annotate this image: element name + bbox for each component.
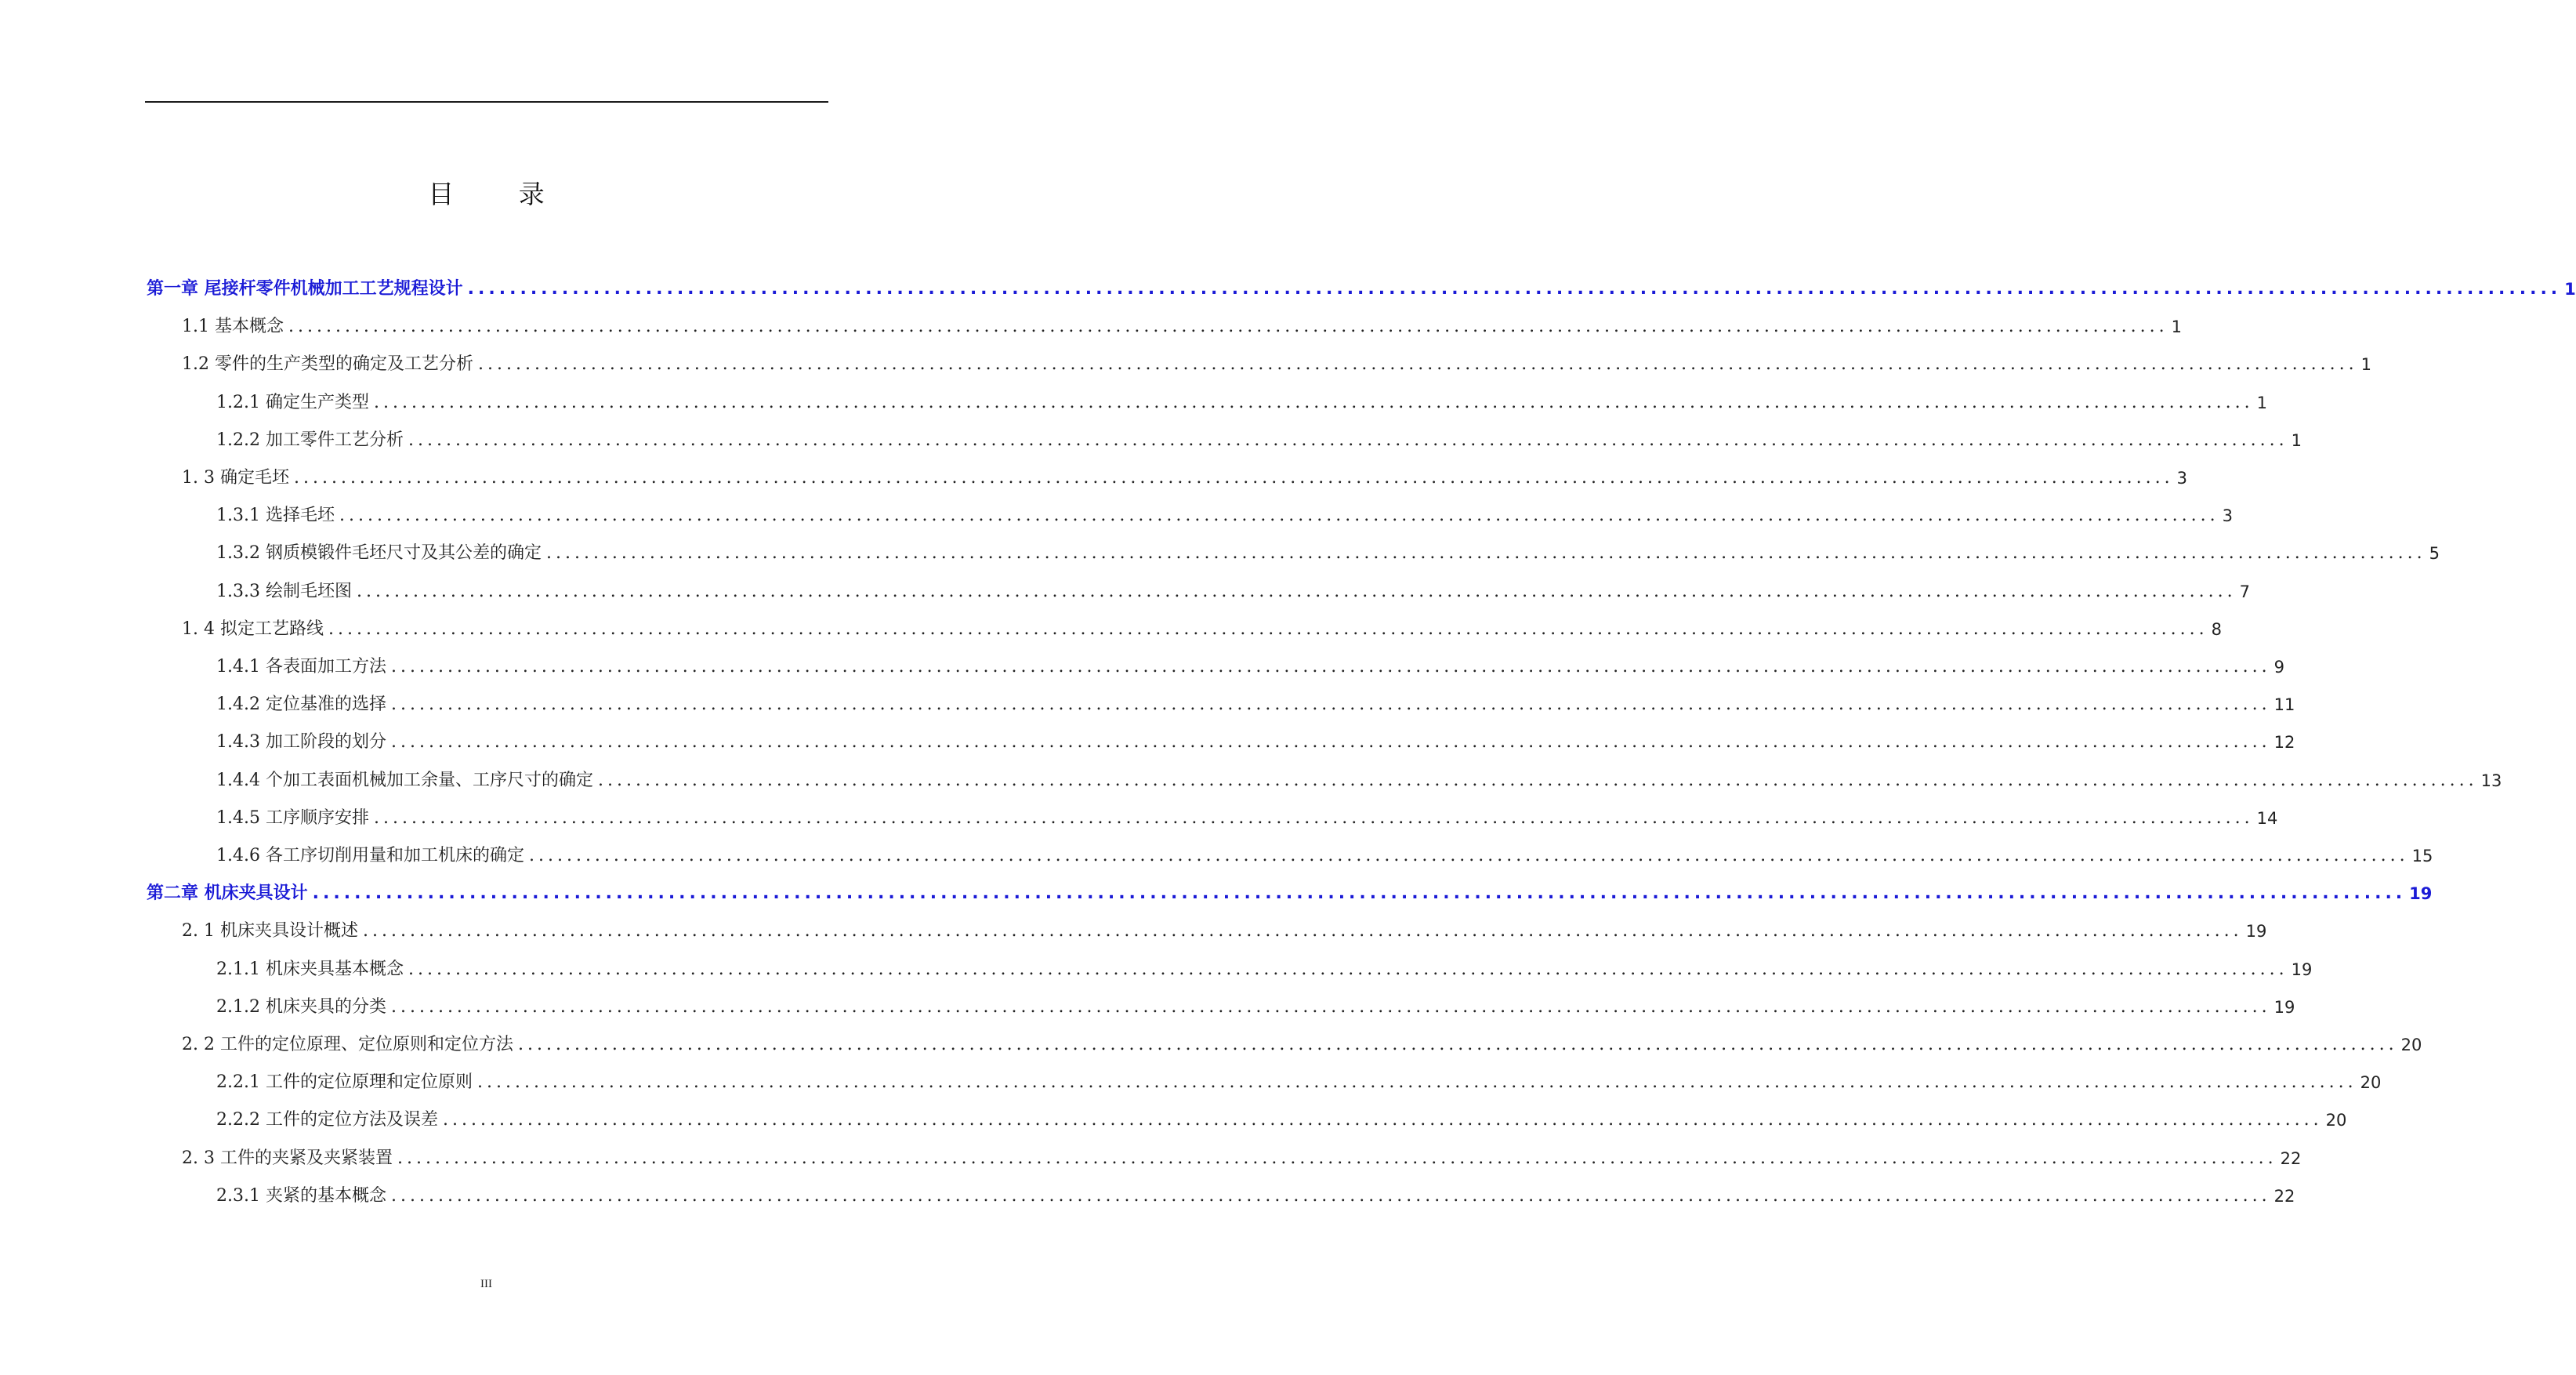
toc-dot-leader: ........................................................................................................................................................................................................	[408, 430, 2288, 450]
toc-chapter-entry[interactable]	[147, 876, 2433, 905]
toc-entry[interactable]	[216, 952, 2313, 981]
toc-entry-page: 14	[2256, 808, 2278, 828]
toc-entry-page: 20	[2400, 1036, 2422, 1054]
toc-dot-leader: ........................................................................................................................................................................................................	[339, 506, 2219, 526]
toc-entry-label: 1.3.2 钢质模锻件毛坯尺寸及其公差的确定	[216, 543, 542, 564]
toc-entry-page: 22	[2273, 1186, 2295, 1206]
toc-dot-leader: ........................................................................................................................................................................................................	[397, 1148, 2277, 1168]
toc-entry-label: 1. 3 确定毛坯	[182, 468, 289, 488]
toc-entry-label: 1.4.2 定位基准的选择	[216, 695, 386, 715]
toc-entry[interactable]	[216, 839, 2433, 867]
toc-chapter-entry[interactable]	[147, 272, 2576, 300]
toc-entry[interactable]	[182, 1028, 2422, 1056]
toc-entry-page: 19	[2273, 997, 2295, 1017]
toc-dot-leader: ........................................................................................................................................................................................................	[328, 619, 2208, 639]
page-title: 目 录	[428, 179, 573, 209]
toc-entry-page: 22	[2280, 1148, 2302, 1168]
toc-entry-label: 1.4.3 加工阶段的划分	[216, 732, 386, 753]
toc-entry[interactable]	[216, 990, 2295, 1018]
toc-entry[interactable]	[216, 764, 2502, 792]
toc-entry-label: 1.3.3 绘制毛坯图	[216, 581, 352, 601]
toc-entry-label: 1.2 零件的生产类型的确定及工艺分析	[182, 354, 473, 375]
toc-entry[interactable]	[216, 423, 2302, 452]
toc-dot-leader: ........................................................................................................................................................................................................	[373, 392, 2254, 412]
toc-entry-page: 3	[2176, 469, 2187, 488]
toc-dot-leader: ........................................................................................................................................................................................................	[362, 921, 2243, 941]
toc-entry-label: 2.1.1 机床夹具基本概念	[216, 959, 404, 979]
toc-dot-leader: ........................................................................................................................................................................................................	[390, 732, 2271, 753]
toc-entry[interactable]	[216, 801, 2278, 829]
toc-entry-page: 11	[2273, 695, 2295, 715]
toc-entry[interactable]	[216, 499, 2233, 527]
toc-entry-label: 1. 4 拟定工艺路线	[182, 619, 324, 639]
toc-dot-leader: ........................................................................................................................................................................................................	[390, 695, 2271, 715]
toc-entry-label: 1.2.2 加工零件工艺分析	[216, 430, 404, 450]
toc-dot-leader: ........................................................................................................................................................................................................	[517, 1035, 2398, 1054]
toc-dot-leader: ........................................................................................................................................................................................................	[288, 317, 2168, 337]
toc-dot-leader: ........................................................................................................................................................................................................	[356, 581, 2237, 601]
toc-dot-leader: ........................................................................................................................................................................................................	[312, 883, 2407, 904]
toc-entry-page: 20	[2360, 1073, 2382, 1093]
toc-entry[interactable]	[216, 650, 2284, 678]
toc-entry-label: 第一章 尾接杆零件机械加工工艺规程设计	[147, 279, 463, 299]
toc-entry-page: 5	[2429, 544, 2440, 564]
toc-entry-page: 12	[2273, 733, 2295, 753]
toc-entry-page: 1	[2291, 430, 2302, 450]
toc-entry-page: 1	[2256, 393, 2267, 412]
toc-entry-page: 19	[2291, 960, 2313, 979]
toc-entry[interactable]	[182, 612, 2222, 640]
toc-entry[interactable]	[182, 1141, 2302, 1170]
toc-entry-page: 9	[2273, 658, 2284, 677]
toc-dot-leader: ........................................................................................................................................................................................................	[390, 1185, 2271, 1206]
toc-entry[interactable]	[216, 536, 2440, 564]
toc-entry-label: 第二章 机床夹具设计	[147, 883, 308, 904]
toc-entry-page: 20	[2325, 1111, 2347, 1130]
toc-entry-page: 13	[2480, 771, 2502, 790]
toc-entry[interactable]	[182, 310, 2182, 338]
toc-entry-label: 2. 2 工件的定位原理、定位原则和定位方法	[182, 1035, 513, 1054]
toc-dot-leader: ........................................................................................................................................................................................................	[467, 279, 2562, 299]
toc-entry-label: 2. 1 机床夹具设计概述	[182, 921, 358, 941]
toc-dot-leader: ........................................................................................................................................................................................................	[442, 1110, 2323, 1130]
toc-entry-label: 1.1 基本概念	[182, 317, 284, 337]
toc-entry-label: 2.3.1 夹紧的基本概念	[216, 1185, 386, 1206]
toc-entry[interactable]	[182, 914, 2267, 942]
toc-dot-leader: ........................................................................................................................................................................................................	[408, 959, 2288, 979]
toc-entry-label: 2.2.1 工件的定位原理和定位原则	[216, 1072, 473, 1093]
toc-dot-leader: ........................................................................................................................................................................................................	[477, 354, 2358, 375]
toc-entry-page: 15	[2411, 847, 2433, 865]
toc-entry-page: 3	[2222, 506, 2233, 526]
toc-entry-label: 2.2.2 工件的定位方法及误差	[216, 1110, 438, 1130]
toc-dot-leader: ........................................................................................................................................................................................................	[528, 846, 2409, 865]
toc-entry-label: 1.4.6 各工序切削用量和加工机床的确定	[216, 846, 524, 865]
toc-dot-leader: ........................................................................................................................................................................................................	[476, 1072, 2357, 1093]
toc-entry[interactable]	[216, 688, 2295, 716]
toc-entry-label: 2. 3 工件的夹紧及夹紧装置	[182, 1148, 393, 1168]
toc-entry-label: 1.4.1 各表面加工方法	[216, 657, 386, 677]
toc-entry[interactable]	[216, 725, 2295, 753]
toc-entry-label: 1.4.4 个加工表面机械加工余量、工序尺寸的确定	[216, 770, 593, 790]
toc-entry[interactable]	[216, 1065, 2382, 1094]
page-number: III	[480, 1278, 492, 1290]
toc-dot-leader: ........................................................................................................................................................................................................	[390, 996, 2271, 1017]
toc-entry-page: 19	[2245, 922, 2267, 941]
toc-dot-leader: ........................................................................................................................................................................................................	[293, 468, 2174, 488]
toc-entry[interactable]	[182, 347, 2371, 375]
toc-entry[interactable]	[216, 1103, 2347, 1131]
toc-entry[interactable]	[216, 386, 2267, 414]
toc-entry[interactable]	[216, 1179, 2295, 1207]
toc-dot-leader: ........................................................................................................................................................................................................	[373, 807, 2254, 828]
toc-entry[interactable]	[216, 575, 2250, 603]
toc-entry-page: 7	[2239, 582, 2250, 601]
toc-entry-label: 1.2.1 确定生产类型	[216, 392, 369, 412]
toc-entry-page: 1	[2564, 280, 2576, 299]
toc-entry-label: 1.3.1 选择毛坯	[216, 506, 335, 526]
toc-entry-page: 19	[2409, 884, 2433, 904]
toc-entry-page: 1	[2171, 317, 2182, 337]
toc-dot-leader: ........................................................................................................................................................................................................	[545, 543, 2426, 564]
toc-entry-label: 2.1.2 机床夹具的分类	[216, 996, 386, 1017]
toc-entry-page: 8	[2211, 619, 2222, 639]
toc-entry[interactable]	[182, 461, 2187, 489]
toc-entry-label: 1.4.5 工序顺序安排	[216, 807, 369, 828]
toc-dot-leader: ........................................................................................................................................................................................................	[390, 657, 2271, 677]
toc-entry-page: 1	[2360, 355, 2371, 375]
toc-dot-leader: ........................................................................................................................................................................................................	[597, 770, 2478, 790]
